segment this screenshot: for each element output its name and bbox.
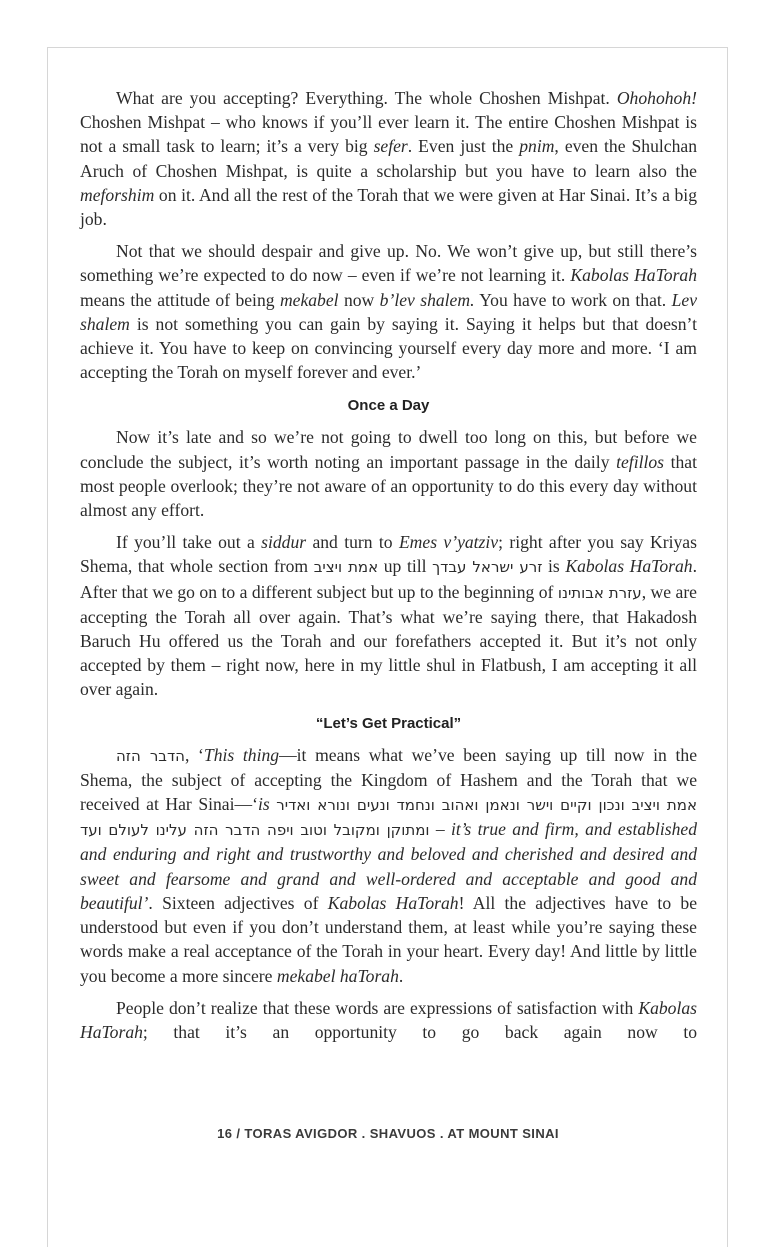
text-run: Not that we should despair and give up. No. We won’t give up, but still there’s something we’re expected to do now – even if we’re not learning it.	[80, 241, 697, 286]
italic-text: sefer	[373, 136, 408, 157]
paragraph	[80, 530, 697, 701]
text-run: that most people overlook; they’re not aware of an opportunity to do this every day without almost any effort.	[80, 451, 698, 521]
text-run: and turn to	[306, 532, 399, 553]
italic-text: This thing	[203, 744, 280, 765]
hebrew-text: הדבר הזה	[116, 746, 185, 765]
text-run: People don’t realize that these words are expressions of satisfaction with	[116, 997, 639, 1018]
italic-text: pnim	[519, 136, 555, 157]
text-run: . Sixteen adjectives of	[148, 892, 328, 913]
text-column	[80, 86, 697, 1052]
text-run: Choshen Mishpat – who knows if you’ll ever learn it. The entire Choshen Mishpat is not a small task to learn; it’s a very big	[80, 112, 697, 157]
paragraph	[80, 425, 697, 522]
text-run: is not something you can gain by saying it. Saying it helps but that doesn’t achieve it. You have to keep on convincing yourself every day more and more. ‘I am accepting the Torah on myself forever and ever.’	[80, 313, 697, 383]
paragraph	[80, 743, 697, 988]
italic-text: Kabolas HaTorah	[570, 265, 698, 286]
text-run: ! All the adjectives have to be understood but even if you don’t understand them, at least while you’re saying these words make a real acceptance of the Torah in your heart. Every day! And little by little you become a more sincere	[80, 892, 698, 986]
text-run: means the attitude of being	[80, 289, 280, 310]
hebrew-text: עזרת אבותינו	[557, 583, 642, 602]
paragraph	[80, 996, 697, 1044]
italic-text: mekabel haTorah	[276, 965, 399, 986]
text-run: up till	[378, 556, 433, 577]
text-run: on it. And all the rest of the Torah that we were given at Har Sinai. It’s a big job.	[80, 184, 697, 230]
text-run: ; that it’s an opportunity to go back again now to	[142, 1021, 697, 1042]
text-run: If you’ll take out a	[116, 532, 262, 553]
hebrew-text: אמת ויציב ונכון וקיים וישר ונאמן ואהוב ונחמד ונעים ונורא ואדיר ומתוקן ומקובל וטוב ויפה הדבר הזה עלינו לעולם ועד	[80, 796, 697, 840]
text-run: now	[338, 289, 380, 310]
text-run: . After that we go on to a different subject but up to the beginning of	[80, 556, 697, 602]
text-run: , we are accepting the Torah all over again. That’s what we’re saying there, that Hakadosh Baruch Hu offered us the Torah and our forefathers accepted it. But it’s not only accepted by them – right now, here in my little shul in Flatbush, I am accepting it all over again.	[80, 581, 697, 700]
italic-text: meforshim	[80, 184, 155, 205]
italic-text: b’lev shalem.	[379, 289, 475, 310]
paragraph	[80, 239, 697, 384]
text-run: What are you accepting? Everything. The whole Choshen Mishpat.	[116, 88, 617, 108]
text-run: —it means what we’ve been saying up till now in the Shema, the subject of accepting the Kingdom of Hashem and the Torah that we received at Har Sinai—‘	[80, 744, 698, 815]
page-footer: 16 / TORAS AVIGDOR . SHAVUOS . AT MOUNT SINAI	[217, 1126, 559, 1141]
text-run: –	[429, 819, 452, 840]
text-run: . Even just the	[407, 136, 520, 157]
section-heading: “Let’s Get Practical”	[315, 714, 462, 732]
text-run: , ‘	[184, 744, 204, 765]
text-run: .	[398, 965, 404, 986]
text-run: ; right after you say Kriyas Shema, that whole section from	[80, 532, 697, 577]
paragraph	[80, 86, 697, 231]
text-run: You have to work on that.	[474, 289, 672, 310]
text-run: is	[542, 556, 566, 577]
italic-text: Kabolas HaTorah	[565, 556, 693, 577]
section-heading: Once a Day	[347, 397, 430, 415]
italic-text: Kabolas HaTorah	[80, 997, 697, 1042]
italic-text: Kabolas HaTorah	[327, 892, 459, 913]
italic-text: is	[257, 794, 270, 815]
hebrew-text: זרע ישראל עבדך	[432, 558, 543, 577]
italic-text: Ohohohoh!	[616, 88, 697, 108]
italic-text: tefillos	[616, 451, 665, 472]
text-run: Now it’s late and so we’re not going to dwell too long on this, but before we conclude the subject, it’s worth noting an important passage in the daily	[80, 427, 697, 472]
hebrew-text: אמת ויציב	[313, 558, 379, 577]
text-run: , even the Shulchan Aruch of Choshen Mishpat, is quite a scholarship but you have to learn also the	[80, 136, 698, 181]
italic-text: mekabel	[279, 289, 339, 310]
italic-text: Emes v’yatziv	[398, 532, 499, 553]
italic-text: siddur	[261, 532, 307, 553]
italic-text: Lev shalem	[80, 289, 697, 334]
italic-text: it’s true and firm, and established and enduring and right and trustworthy and beloved and cherished and desired and sweet and fearsome and grand and well-ordered and acceptable and good and beautiful’	[80, 819, 698, 913]
